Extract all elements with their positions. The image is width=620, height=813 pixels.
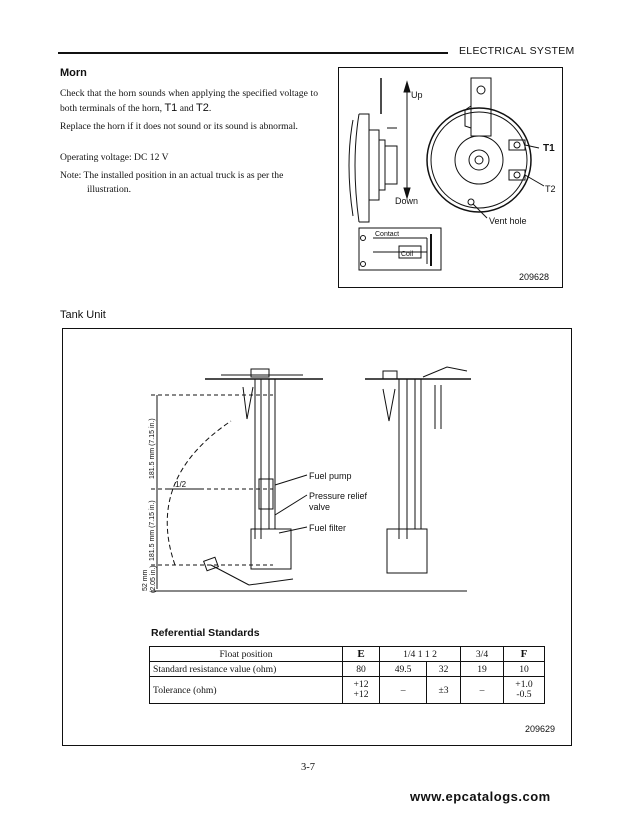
table-cell: 10 <box>504 662 545 677</box>
pressure-relief-label: Pressure relief <box>309 491 368 501</box>
referential-standards-table <box>149 646 545 704</box>
dim-top-label: 181.5 mm (7.15 in.) <box>149 418 156 479</box>
watermark-link[interactable]: www.epcatalogs.com <box>410 789 551 804</box>
table-cell: 49.5 <box>380 662 427 677</box>
table-cell: – <box>380 677 427 704</box>
tank-unit-figure <box>62 328 572 746</box>
header-cell: E <box>343 647 380 662</box>
table-cell: +12 +12 <box>343 677 380 704</box>
horn-note <box>60 169 318 197</box>
horn-instruction-text: Check that the horn sounds when applying the specified voltage to both terminals of the horn, <box>60 88 318 114</box>
table-cell: +1.0 -0.5 <box>504 677 545 704</box>
operating-voltage-text: Operating voltage: DC 12 V <box>60 152 169 163</box>
table-cell: ±3 <box>427 677 461 704</box>
coil-label: Coil <box>401 251 414 258</box>
horn-side-profile <box>349 120 353 216</box>
fuel-filter-label: Fuel filter <box>309 523 347 533</box>
table-header-row <box>150 647 545 662</box>
header-cell: 3/4 <box>461 647 504 662</box>
fuel-filter-shape <box>251 529 291 569</box>
and-text: and <box>179 103 194 114</box>
fuel-pump-label: Fuel pump <box>309 471 352 481</box>
horn-front-disc <box>427 108 531 212</box>
dim-bottom-label-1: 52 mm <box>142 569 149 591</box>
horn-instruction-paragraph <box>60 87 318 116</box>
horn-replace-paragraph: Replace the horn if it does not sound or its sound is abnormal. <box>60 121 298 132</box>
horn-figure-number: 209628 <box>519 272 550 282</box>
contact-coil-schematic <box>359 228 441 270</box>
t1-label: T1 <box>543 143 555 154</box>
row-label: Standard resistance value (ohm) <box>150 662 343 677</box>
up-label: Up <box>411 90 423 100</box>
section-title: ELECTRICAL SYSTEM <box>459 45 575 57</box>
horn-heading: Morn <box>60 67 87 79</box>
period-text: . <box>208 103 212 114</box>
t2-label: T2 <box>545 184 556 194</box>
contact-label: Contact <box>375 231 400 238</box>
header-rule <box>58 52 448 54</box>
horn-diagram-svg <box>339 68 562 287</box>
terminal-t1-text: T1 <box>164 102 178 114</box>
table-cell: – <box>461 677 504 704</box>
horn-note-line1: Note: The installed position in an actual truck is as per the <box>60 170 284 181</box>
horn-note-line2: illustration. <box>87 184 131 195</box>
table-cell: 32 <box>427 662 461 677</box>
float-arc <box>167 421 231 565</box>
horn-figure <box>338 67 563 288</box>
down-label: Down <box>395 196 419 206</box>
dim-mid-label: 181.5 mm (7.15 in.) <box>149 500 156 561</box>
table-row <box>150 677 545 704</box>
header-cell: 1/4 1 1 2 <box>380 647 461 662</box>
header-cell: Float position <box>150 647 343 662</box>
tank-unit-heading: Tank Unit <box>60 309 106 321</box>
dim-bottom-label-2: (2.05 in.) <box>150 565 157 593</box>
terminal-t2-text: T2 <box>195 102 209 114</box>
table-cell: 19 <box>461 662 504 677</box>
referential-standards-heading: Referential Standards <box>151 627 260 639</box>
tank-figure-number: 209629 <box>525 724 556 734</box>
page-number: 3-7 <box>301 762 315 773</box>
valve-label: valve <box>309 502 331 512</box>
table-cell: 80 <box>343 662 380 677</box>
table-row <box>150 662 545 677</box>
half-label: 1/2 <box>175 480 187 489</box>
vent-hole-label: Vent hole <box>489 216 527 226</box>
header-cell: F <box>504 647 545 662</box>
row-label: Tolerance (ohm) <box>150 677 343 704</box>
tank-unit-diagram-svg <box>63 329 571 619</box>
